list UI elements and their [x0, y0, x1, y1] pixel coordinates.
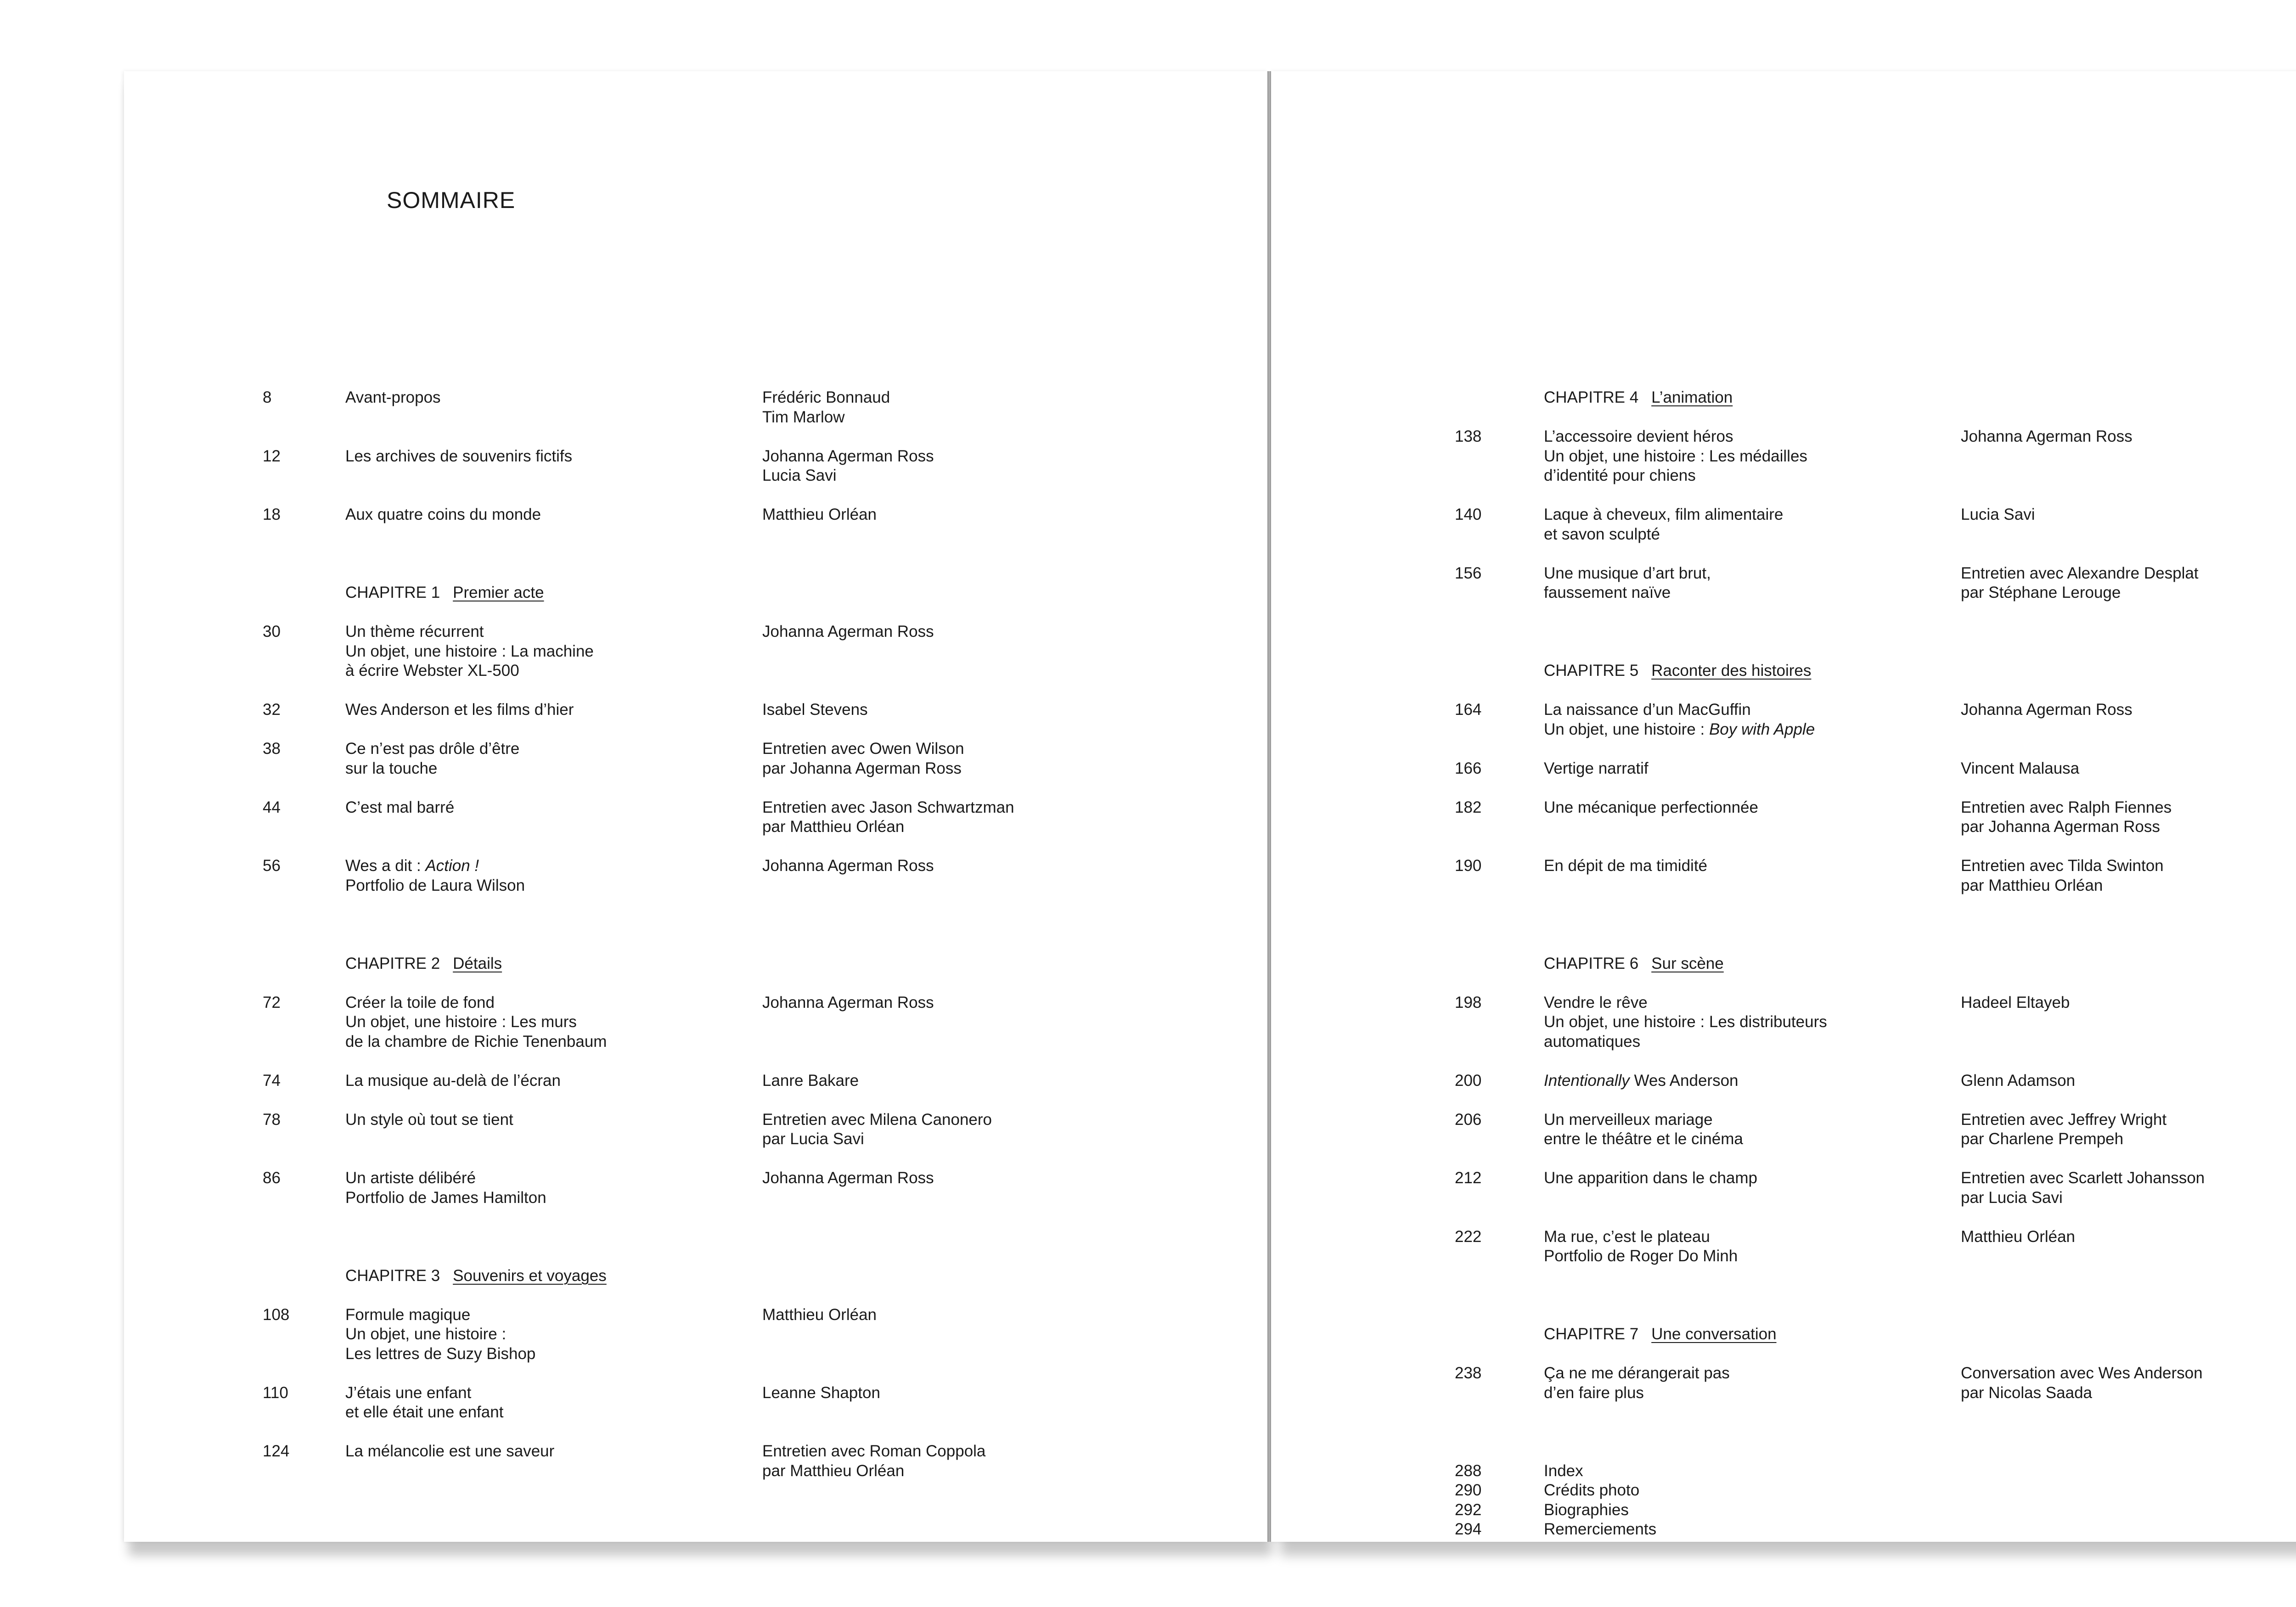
chapter-name: Détails — [453, 954, 502, 972]
entry-author — [762, 739, 964, 778]
toc-entry — [124, 1442, 1267, 1481]
toc-entry — [124, 739, 1267, 778]
page-number: 74 — [263, 1071, 281, 1090]
page-number: 86 — [263, 1169, 281, 1187]
page-number: 32 — [263, 701, 281, 719]
entry-title-line: Les lettres de Suzy Bishop — [345, 1344, 536, 1363]
toc-entry — [124, 622, 1267, 681]
entry-title — [1544, 427, 1807, 486]
entry-title-line: Un objet, une histoire : Les médailles — [1544, 447, 1807, 465]
entry-author-line: Entretien avec Tilda Swinton — [1961, 857, 2164, 875]
entry-title-line: Formule magique — [345, 1305, 471, 1324]
chapter-name: Raconter des histoires — [1651, 662, 1812, 680]
entry-title-line: faussement naïve — [1544, 584, 1671, 601]
entry-title — [1544, 798, 1758, 818]
entry-title — [345, 1305, 535, 1364]
entry-title-line: Portfolio de Laura Wilson — [345, 876, 525, 894]
chapter-heading — [1271, 388, 2296, 408]
entry-author — [762, 505, 877, 525]
toc-entry — [124, 856, 1267, 895]
back-matter-title: Biographies — [1544, 1500, 1629, 1519]
entry-author — [762, 388, 890, 427]
page-number: 238 — [1455, 1364, 1482, 1382]
entry-title — [1544, 1227, 1738, 1266]
entry-author — [762, 447, 934, 486]
entry-title — [345, 1071, 561, 1091]
entry-title-line: Avant-propos — [345, 388, 441, 406]
entry-title-line: La naissance d’un MacGuffin — [1544, 701, 1751, 719]
entry-author — [762, 622, 934, 642]
entry-title-line: La mélancolie est une saveur — [345, 1442, 555, 1460]
entry-title — [1544, 1169, 1757, 1188]
entry-title-line: Un objet, une histoire : La machine — [345, 642, 594, 660]
page-number: 110 — [263, 1383, 288, 1402]
chapter-name: Sur scène — [1651, 954, 1724, 972]
entry-title-line: Ma rue, c’est le plateau — [1544, 1227, 1710, 1246]
entry-author-line: Isabel Stevens — [762, 701, 868, 719]
toc-entry — [1271, 505, 2296, 544]
toc-entry — [1271, 1227, 2296, 1266]
toc-entry — [124, 993, 1267, 1052]
page-number: 222 — [1455, 1227, 1482, 1246]
entry-author-line: Johanna Agerman Ross — [762, 1169, 934, 1187]
entry-author-line: Entretien avec Jeffrey Wright — [1961, 1110, 2167, 1129]
entry-author — [762, 1305, 877, 1325]
toc-entry — [1271, 1071, 2296, 1091]
entry-title — [345, 1110, 513, 1130]
entry-title-line: Laque à cheveux, film alimentaire — [1544, 506, 1784, 523]
entry-author — [1961, 798, 2172, 837]
chapter-label: CHAPITRE 7 — [1544, 1325, 1639, 1343]
entry-title-line: Vertige narratif — [1544, 759, 1649, 777]
entry-title-line: Un objet, une histoire : — [345, 1325, 506, 1343]
entry-title — [345, 388, 441, 408]
entry-author — [1961, 1071, 2075, 1091]
entry-title-line: sur la touche — [345, 759, 438, 777]
entry-author-line: Entretien avec Roman Coppola — [762, 1442, 986, 1460]
page-number: 30 — [263, 623, 281, 641]
entry-title-line: d’identité pour chiens — [1544, 466, 1696, 484]
back-matter-title: Index — [1544, 1461, 1583, 1480]
entry-author-line: Johanna Agerman Ross — [762, 623, 934, 641]
entry-title — [345, 1442, 554, 1461]
book-gutter — [1267, 71, 1271, 1542]
toc-entry — [124, 1305, 1267, 1364]
page-number: 200 — [1455, 1071, 1482, 1090]
page-number: 12 — [263, 447, 281, 465]
entry-title-line: Les archives de souvenirs fictifs — [345, 447, 573, 465]
chapter-heading — [1271, 1325, 2296, 1344]
entry-title — [345, 798, 454, 818]
entry-title-line: Un objet, une histoire : Les murs — [345, 1013, 577, 1031]
page-number: 156 — [1455, 564, 1482, 582]
chapter-name: Souvenirs et voyages — [453, 1266, 607, 1285]
page-number: 124 — [263, 1442, 290, 1460]
page-number: 206 — [1455, 1110, 1482, 1129]
entry-title — [1544, 1364, 1730, 1403]
entry-title-line: d’en faire plus — [1544, 1383, 1644, 1402]
chapter-spacer — [1271, 1286, 2296, 1325]
entry-title-line: Ce n’est pas drôle d’être — [345, 740, 520, 758]
entry-author-line: par Matthieu Orléan — [1961, 876, 2103, 894]
page-number: 78 — [263, 1110, 281, 1129]
entry-author-line: Hadeel Eltayeb — [1961, 993, 2070, 1011]
entry-title-line: à écrire Webster XL-500 — [345, 662, 519, 680]
entry-title-line: automatiques — [1544, 1032, 1641, 1051]
toc-entry — [1271, 856, 2296, 895]
entry-title-line: Un objet, une histoire : Boy with Apple — [1544, 720, 1815, 738]
chapter-label: CHAPITRE 4 — [1544, 388, 1639, 406]
entry-author — [762, 798, 1014, 837]
back-matter-spacer — [1271, 1422, 2296, 1461]
entry-author — [762, 1071, 859, 1091]
entry-author-line: Matthieu Orléan — [762, 506, 877, 523]
toc-entry — [1271, 1364, 2296, 1403]
page-number: 190 — [1455, 857, 1482, 875]
chapter-spacer — [1271, 915, 2296, 954]
entry-author-line: Lucia Savi — [762, 466, 837, 484]
chapter-heading — [124, 954, 1267, 974]
entry-author — [1961, 427, 2133, 447]
entry-author-line: Entretien avec Milena Canonero — [762, 1110, 992, 1129]
entry-title-line: Une apparition dans le champ — [1544, 1169, 1758, 1187]
entry-title — [1544, 505, 1783, 544]
entry-title — [1544, 1071, 1739, 1091]
entry-author-line: Glenn Adamson — [1961, 1071, 2076, 1090]
entry-author — [762, 1110, 992, 1149]
entry-title-line: et savon sculpté — [1544, 525, 1660, 543]
entry-author-line: Johanna Agerman Ross — [762, 993, 934, 1011]
entry-author — [762, 1169, 934, 1188]
chapter-name: L’animation — [1651, 388, 1733, 406]
toc-entry — [1271, 798, 2296, 837]
back-matter-title: Remerciements — [1544, 1520, 1657, 1538]
entry-author-line: Matthieu Orléan — [1961, 1227, 2076, 1246]
entry-author — [1961, 993, 2070, 1013]
entry-title — [345, 1383, 503, 1422]
entry-author — [762, 856, 934, 876]
entry-title-line: Vendre le rêve — [1544, 993, 1648, 1011]
entry-title — [1544, 993, 1827, 1052]
entry-author — [762, 1383, 880, 1403]
entry-title-line: de la chambre de Richie Tenenbaum — [345, 1032, 607, 1051]
entry-title-line: Portfolio de Roger Do Minh — [1544, 1247, 1738, 1265]
page-number: 138 — [1455, 427, 1482, 445]
entry-title-line: Un objet, une histoire : Les distributeurs — [1544, 1013, 1827, 1031]
toc-entry — [124, 798, 1267, 837]
entry-author-line: Conversation avec Wes Anderson — [1961, 1364, 2203, 1382]
entry-title-line: Un style où tout se tient — [345, 1110, 513, 1129]
entry-title-line: et elle était une enfant — [345, 1403, 504, 1421]
page-number: 108 — [263, 1305, 290, 1324]
entry-author-line: Johanna Agerman Ross — [1961, 701, 2133, 719]
entry-author-line: Vincent Malausa — [1961, 759, 2080, 777]
page-number: 18 — [263, 506, 281, 523]
page-number: 212 — [1455, 1169, 1482, 1187]
toc-entry — [1271, 700, 2296, 739]
page-number: 56 — [263, 857, 281, 875]
entry-title — [1544, 856, 1707, 876]
entry-author — [1961, 856, 2164, 895]
entry-author-line: Tim Marlow — [762, 408, 845, 426]
entry-author — [762, 993, 934, 1013]
page-number: 290 — [1455, 1481, 1482, 1499]
entry-title-line: J’étais une enfant — [345, 1383, 472, 1402]
toc-entry — [124, 388, 1267, 427]
page-number: 182 — [1455, 798, 1482, 816]
entry-title — [1544, 564, 1711, 603]
toc-entry — [124, 1169, 1267, 1208]
toc-right — [1271, 388, 2296, 1540]
entry-title-line: Créer la toile de fond — [345, 993, 495, 1011]
toc-entry — [1271, 1110, 2296, 1149]
back-matter-list — [1271, 1461, 2296, 1540]
chapter-label: CHAPITRE 1 — [345, 584, 440, 601]
chapter-spacer — [124, 915, 1267, 954]
entry-author-line: par Stéphane Lerouge — [1961, 584, 2121, 601]
chapter-label: CHAPITRE 2 — [345, 954, 440, 972]
chapter-heading — [1271, 661, 2296, 681]
entry-title-line: Un thème récurrent — [345, 623, 484, 641]
entry-title-line: Intentionally Wes Anderson — [1544, 1071, 1739, 1090]
entry-title — [345, 447, 572, 466]
entry-author — [762, 700, 868, 720]
toc-entry — [124, 1383, 1267, 1422]
entry-author — [1961, 759, 2079, 779]
back-matter-item — [1271, 1520, 2296, 1540]
page-title: SOMMAIRE — [387, 187, 516, 213]
entry-author-line: Matthieu Orléan — [762, 1305, 877, 1324]
entry-author-line: Johanna Agerman Ross — [762, 857, 934, 875]
entry-title — [345, 993, 607, 1052]
chapter-label: CHAPITRE 6 — [1544, 954, 1639, 972]
chapter-heading — [124, 1266, 1267, 1286]
page-number: 72 — [263, 993, 281, 1011]
back-matter-item — [1271, 1500, 2296, 1520]
entry-title-line: En dépit de ma timidité — [1544, 857, 1708, 875]
toc-entry — [1271, 993, 2296, 1052]
entry-author — [1961, 700, 2133, 720]
entry-title-line: Un merveilleux mariage — [1544, 1110, 1713, 1129]
entry-author — [1961, 1227, 2075, 1247]
entry-author-line: Johanna Agerman Ross — [1961, 427, 2133, 445]
entry-title — [345, 1169, 546, 1208]
entry-author — [1961, 1169, 2205, 1208]
toc-entry — [1271, 427, 2296, 486]
entry-author — [1961, 564, 2199, 603]
entry-author-line: par Matthieu Orléan — [762, 1461, 905, 1480]
entry-title-line: Une musique d’art brut, — [1544, 564, 1711, 582]
chapter-spacer — [1271, 622, 2296, 661]
page-number: 292 — [1455, 1500, 1482, 1519]
entry-title-line: Un artiste délibéré — [345, 1169, 476, 1187]
toc-entry — [124, 1110, 1267, 1149]
entry-author-line: par Johanna Agerman Ross — [762, 759, 962, 777]
entry-author-line: Johanna Agerman Ross — [762, 447, 934, 465]
entry-author — [1961, 1110, 2167, 1149]
chapter-label: CHAPITRE 3 — [345, 1266, 440, 1285]
toc-entry — [124, 447, 1267, 486]
entry-author-line: par Matthieu Orléan — [762, 818, 905, 836]
entry-author-line: Frédéric Bonnaud — [762, 388, 890, 406]
entry-title — [345, 622, 594, 681]
entry-author — [1961, 1364, 2203, 1403]
page-number: 140 — [1455, 506, 1482, 523]
entry-title — [1544, 1110, 1743, 1149]
chapter-label: CHAPITRE 5 — [1544, 662, 1639, 680]
entry-title-line: Wes Anderson et les films d’hier — [345, 701, 574, 719]
entry-author — [762, 1442, 985, 1481]
entry-author-line: Entretien avec Jason Schwartzman — [762, 798, 1014, 816]
entry-title-line: Ça ne me dérangerait pas — [1544, 1364, 1730, 1382]
left-page — [124, 71, 1267, 1542]
right-page — [1271, 71, 2296, 1542]
toc-entry — [124, 1071, 1267, 1091]
entry-title-line: L’accessoire devient héros — [1544, 427, 1733, 445]
toc-entry — [124, 505, 1267, 525]
entry-title — [1544, 759, 1649, 779]
page-number: 294 — [1455, 1520, 1482, 1538]
entry-author-line: par Johanna Agerman Ross — [1961, 818, 2160, 836]
entry-author-line: Lanre Bakare — [762, 1071, 859, 1090]
back-matter-item — [1271, 1461, 2296, 1481]
entry-author-line: par Charlene Prempeh — [1961, 1130, 2124, 1148]
chapter-name: Une conversation — [1651, 1325, 1777, 1343]
entry-title-line: C’est mal barré — [345, 798, 455, 816]
entry-title — [345, 739, 519, 778]
entry-title-line: entre le théâtre et le cinéma — [1544, 1130, 1743, 1148]
page-number: 198 — [1455, 993, 1482, 1011]
entry-title-line: La musique au-delà de l’écran — [345, 1071, 561, 1090]
entry-author-line: Entretien avec Scarlett Johansson — [1961, 1169, 2205, 1187]
chapter-heading — [124, 583, 1267, 603]
chapter-spacer — [124, 1227, 1267, 1266]
toc-entry — [1271, 564, 2296, 603]
entry-author-line: Entretien avec Owen Wilson — [762, 740, 964, 758]
entry-author — [1961, 505, 2035, 525]
entry-author-line: Entretien avec Ralph Fiennes — [1961, 798, 2172, 816]
toc-left — [124, 388, 1267, 1500]
chapter-spacer — [124, 544, 1267, 583]
entry-author-line: par Lucia Savi — [762, 1130, 864, 1148]
chapter-heading — [1271, 954, 2296, 974]
back-matter-title: Crédits photo — [1544, 1481, 1640, 1499]
toc-entry — [1271, 1169, 2296, 1208]
entry-title — [345, 856, 525, 895]
page-number: 8 — [263, 388, 272, 406]
page-number: 38 — [263, 740, 281, 758]
chapter-name: Premier acte — [453, 584, 544, 601]
entry-author-line: par Nicolas Saada — [1961, 1383, 2092, 1402]
entry-author-line: Leanne Shapton — [762, 1383, 880, 1402]
page-number: 166 — [1455, 759, 1482, 777]
entry-title — [1544, 700, 1815, 739]
entry-author-line: Lucia Savi — [1961, 506, 2035, 523]
toc-entry — [124, 700, 1267, 720]
entry-title — [345, 505, 541, 525]
entry-author-line: par Lucia Savi — [1961, 1188, 2063, 1207]
entry-title-line: Wes a dit : Action ! — [345, 857, 479, 875]
entry-title-line: Une mécanique perfectionnée — [1544, 798, 1758, 816]
page-number: 288 — [1455, 1461, 1482, 1480]
entry-title — [345, 700, 574, 720]
back-matter-item — [1271, 1481, 2296, 1500]
toc-entry — [1271, 759, 2296, 779]
entry-author-line: Entretien avec Alexandre Desplat — [1961, 564, 2199, 582]
page-number: 44 — [263, 798, 281, 816]
entry-title-line: Aux quatre coins du monde — [345, 506, 541, 523]
page-number: 164 — [1455, 701, 1482, 719]
entry-title-line: Portfolio de James Hamilton — [345, 1188, 546, 1207]
